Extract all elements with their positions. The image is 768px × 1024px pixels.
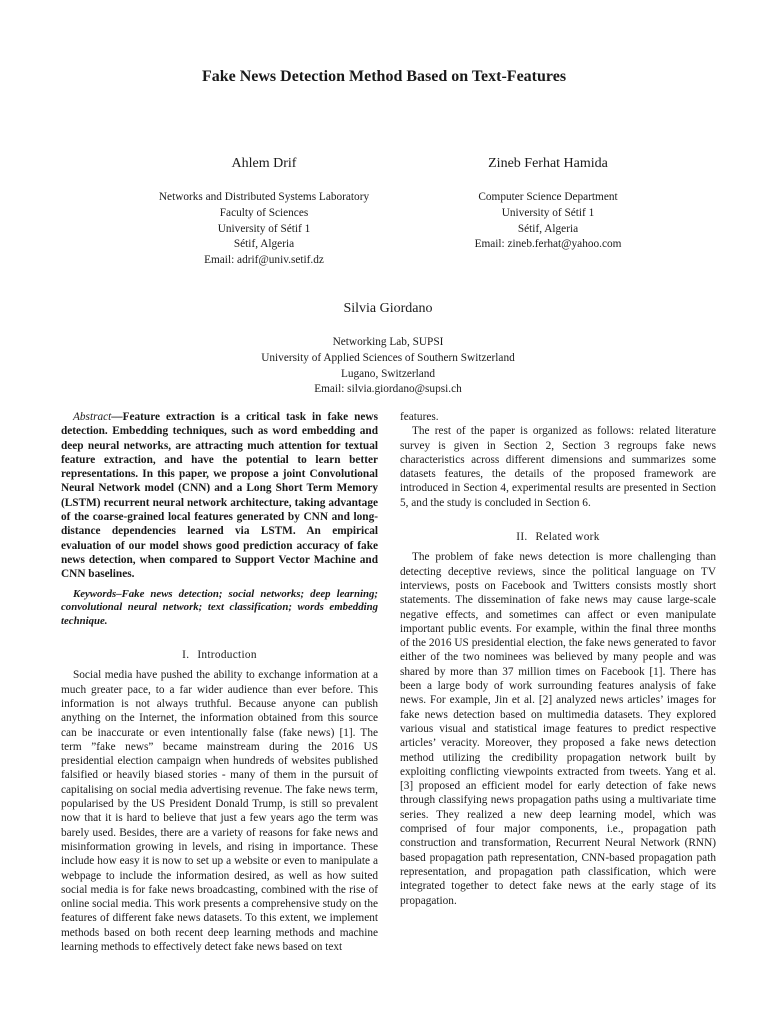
affiliation-line: University of Sétif 1 — [501, 206, 595, 219]
right-column — [400, 410, 716, 908]
section-heading-related-work — [400, 530, 716, 544]
author-name: Zineb Ferhat Hamida — [488, 156, 608, 171]
left-column — [61, 410, 378, 954]
section-title: Introduction — [197, 649, 257, 662]
affiliation-line: Networking Lab, SUPSI — [332, 336, 444, 348]
author-email: Email: silvia.giordano@supsi.ch — [314, 383, 462, 396]
abstract-label: Abstract — [73, 411, 112, 423]
keywords: Keywords–Fake news detection; social networks; deep learning; convolutional neural network; text classification; words embedding technique. — [61, 587, 378, 627]
author-affiliation — [130, 190, 398, 269]
abstract-text: —Feature extraction is a critical task in fake news detection. Embedding techniques, such as word embedding and deep neural networks, are attracting much attention for textual feature extraction, and have the potential to learn better representations. In this paper, we propose a joint Convolutional Neural Network model (CNN) and a Long Short Term Memory (LSTM) recurrent neural network architecture, taking advantage of the coarse-grained local features generated by CNN and long-distance dependencies learned via LSTM. An empirical evaluation of our model shows good prediction accuracy of fake news detection, when compared to Support Vector Machine and CNN baselines. — [61, 411, 378, 581]
paper-title: Fake News Detection Method Based on Text-Features — [201, 68, 567, 85]
author-block-3 — [200, 301, 576, 398]
affiliation-line: University of Sétif 1 — [217, 222, 311, 235]
affiliation-line: Sétif, Algeria — [233, 238, 295, 251]
affiliation-line: Sétif, Algeria — [517, 222, 579, 235]
affiliation-line: University of Applied Sciences of Southern Switzerland — [261, 351, 515, 364]
abstract — [61, 410, 378, 582]
author-block-1 — [130, 156, 398, 269]
affiliation-line: Networks and Distributed Systems Laboratory — [158, 191, 370, 203]
section-heading-introduction — [61, 648, 378, 662]
author-email: Email: adrif@univ.setif.dz — [204, 254, 324, 267]
section-number: II. — [516, 531, 528, 544]
paragraph-continuation: features. — [400, 411, 439, 423]
introduction-paragraph: Social media have pushed the ability to exchange information at a much greater pace, to a far wider audience than ever before. This information is not always truthful. Because anyone can publish anything on the Internet, the information obtained from this source can be inaccurate or even intentionally false (fake news) [1]. The term ”fake news” became mainstream during the 2016 US presidential election campaign when hundreds of websites published falsified or heavily biased stories - many of them in the pursuit of capitalising on social media advertising revenue. The fake news term, popularised by the US President Donald Trump, is still so prevalent now that it is hard to believe that just a few years ago the term was barely used. Besides, there are a variety of reasons for fake news and misinformation growing in levels, and rising in importance. These include how easy it is now to set up a website or even to manipulate a webpage to include the information desired, as well as how suited social media is for fake news broadcasting, combined with the rise of online social media. This work presents a comprehensive study on the features of different fake news datasets. To this extent, we implement methods based on both recent deep learning methods and machine learning methods to effectively detect fake news based on text — [61, 669, 378, 953]
section-number: I. — [182, 649, 190, 662]
section-title: Related work — [535, 531, 600, 544]
related-work-paragraph: The problem of fake news detection is more challenging than detecting deceptive reviews, since the political language on TV interviews, posts on Facebook and Twitters consists mostly short statements. The dissemination of fake news may cause large-scale negative effects, and sometimes can affect or even manipulate important public events. For example, within the final three months of the 2016 US presidential election, the fake news generated to favor either of the two nominees was believed by many people and was shared by more than 37 million times on Facebook [1]. There has been a large body of work surrounding features analysis of fake news. For example, Jin et al. [2] analyzed news articles’ images for fake news detection based on multimedia datasets. They explored various visual and statistical image features to predict respective articles’ veracity. Moreover, they proposed a fake news detection method utilizing the credibility propagation network built by exploiting conflicting viewpoints extracted from tweets. Yang et al. [3] proposed an efficient model for early detection of fake news through classifying news propagation paths using a multivariate time series. They realized a new deep learning model, which was comprised of four major components, i.e., propagation path construction and transformation, Recurrent Neural Network (RNN) based propagation path representation, CNN-based propagation path representation, and propagation path classification, which were integrated together to detect fake news at the early stage of its propagation. — [400, 551, 716, 907]
organization-paragraph: The rest of the paper is organized as follows: related literature survey is given in Section 2, Section 3 regroups fake news characteristics across different dimensions and summarizes some datasets features, the details of the proposed framework are introduced in Section 4, experimental results are presented in Section 5, and the study is concluded in Section 6. — [400, 425, 716, 509]
affiliation-line: Computer Science Department — [478, 191, 618, 203]
author-name: Ahlem Drif — [231, 156, 297, 171]
affiliation-line: Lugano, Switzerland — [340, 367, 436, 380]
affiliation-line: Faculty of Sciences — [219, 206, 309, 219]
author-email: Email: zineb.ferhat@yahoo.com — [474, 238, 622, 251]
author-affiliation — [200, 335, 576, 398]
author-block-2 — [430, 156, 666, 253]
author-name: Silvia Giordano — [343, 301, 433, 316]
author-affiliation — [430, 190, 666, 253]
